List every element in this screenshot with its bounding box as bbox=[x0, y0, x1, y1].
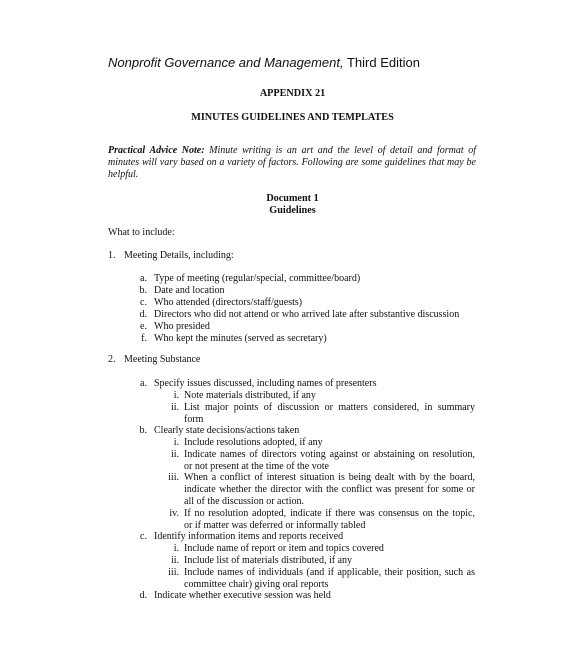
document-number: Document 1 bbox=[266, 193, 319, 204]
list-item-marker: e. bbox=[140, 321, 147, 332]
list-item: Type of meeting (regular/special, committee/board) bbox=[154, 273, 361, 284]
note-text: Minute writing is an art and the level of detail and format of minutes will vary based on a variety of factors. Following are some guidelines that may be helpful. bbox=[108, 145, 477, 180]
sub-item-continuation: or not present at the time of the vote bbox=[184, 461, 329, 472]
sub-item-marker: ii. bbox=[170, 449, 179, 460]
section-title: Meeting Details, including: bbox=[124, 250, 234, 261]
list-item-marker: d. bbox=[139, 590, 147, 601]
sub-item-continuation: or if matter was deferred or informally tabled bbox=[184, 520, 366, 531]
list-item: Indicate whether executive session was held bbox=[154, 590, 331, 601]
sub-item-marker: iii. bbox=[168, 567, 179, 578]
list-item: Directors who did not attend or who arrived late after substantive discussion bbox=[154, 309, 460, 320]
section-marker: 2. bbox=[108, 354, 116, 365]
list-item-marker: d. bbox=[139, 309, 147, 320]
sub-item: Include name of report or item and topics covered bbox=[184, 543, 384, 554]
list-item-marker: b. bbox=[139, 425, 147, 436]
sub-item: Note materials distributed, if any bbox=[184, 390, 316, 401]
appendix-title: MINUTES GUIDELINES AND TEMPLATES bbox=[191, 112, 394, 123]
note-label: Practical Advice Note: bbox=[108, 145, 205, 156]
list-item: Who attended (directors/staff/guests) bbox=[154, 297, 303, 308]
sub-item-continuation: all of the discussion or action. bbox=[184, 496, 304, 507]
list-item: Date and location bbox=[154, 285, 225, 296]
section-title: Meeting Substance bbox=[124, 354, 201, 365]
sub-item-marker: iii. bbox=[168, 472, 179, 483]
sub-item: If no resolution adopted, indicate if there was consensus on the topic, bbox=[184, 508, 475, 519]
list-item: Who kept the minutes (served as secretary) bbox=[154, 333, 327, 344]
sub-item-marker: ii. bbox=[170, 402, 179, 413]
sub-item-marker: i. bbox=[173, 390, 179, 401]
list-item-marker: b. bbox=[139, 285, 147, 296]
sub-item: When a conflict of interest situation is being dealt with by the board, bbox=[184, 472, 475, 483]
book-title bbox=[108, 55, 420, 70]
sub-item: Indicate names of directors voting against or abstaining on resolution, bbox=[184, 449, 475, 460]
list-item-marker: a. bbox=[140, 378, 147, 389]
list-item: Who presided bbox=[154, 321, 210, 332]
document-title: Guidelines bbox=[269, 205, 316, 216]
sub-item-marker: i. bbox=[173, 543, 179, 554]
list-item-marker: c. bbox=[140, 297, 147, 308]
intro-text: What to include: bbox=[108, 227, 175, 238]
list-item: Clearly state decisions/actions taken bbox=[154, 425, 300, 436]
list-item-marker: c. bbox=[140, 531, 147, 542]
sub-item-continuation: form bbox=[184, 414, 204, 425]
sub-item: List major points of discussion or matters considered, in summary bbox=[184, 402, 475, 413]
sub-item-continuation: committee chair) giving oral reports bbox=[184, 579, 329, 590]
list-item-marker: f. bbox=[141, 333, 147, 344]
sub-item: Include list of materials distributed, if any bbox=[184, 555, 353, 566]
list-item-marker: a. bbox=[140, 273, 147, 284]
list-item: Identify information items and reports received bbox=[154, 531, 344, 542]
sub-item-continuation: indicate whether the director with the conflict was present for some or bbox=[184, 484, 475, 495]
list-item: Specify issues discussed, including names of presenters bbox=[154, 378, 377, 389]
section-marker: 1. bbox=[108, 250, 116, 261]
sub-item: Include names of individuals (and if applicable, their position, such as bbox=[184, 567, 475, 578]
book-title-edition: Third Edition bbox=[343, 55, 420, 70]
practical-advice-note bbox=[108, 145, 476, 181]
book-title-italic: Nonprofit Governance and Management, bbox=[108, 55, 344, 70]
sub-item: Include resolutions adopted, if any bbox=[184, 437, 323, 448]
sub-item-marker: iv. bbox=[169, 508, 179, 519]
sub-item-marker: i. bbox=[173, 437, 179, 448]
appendix-number: APPENDIX 21 bbox=[259, 88, 326, 99]
sub-item-marker: ii. bbox=[170, 555, 179, 566]
